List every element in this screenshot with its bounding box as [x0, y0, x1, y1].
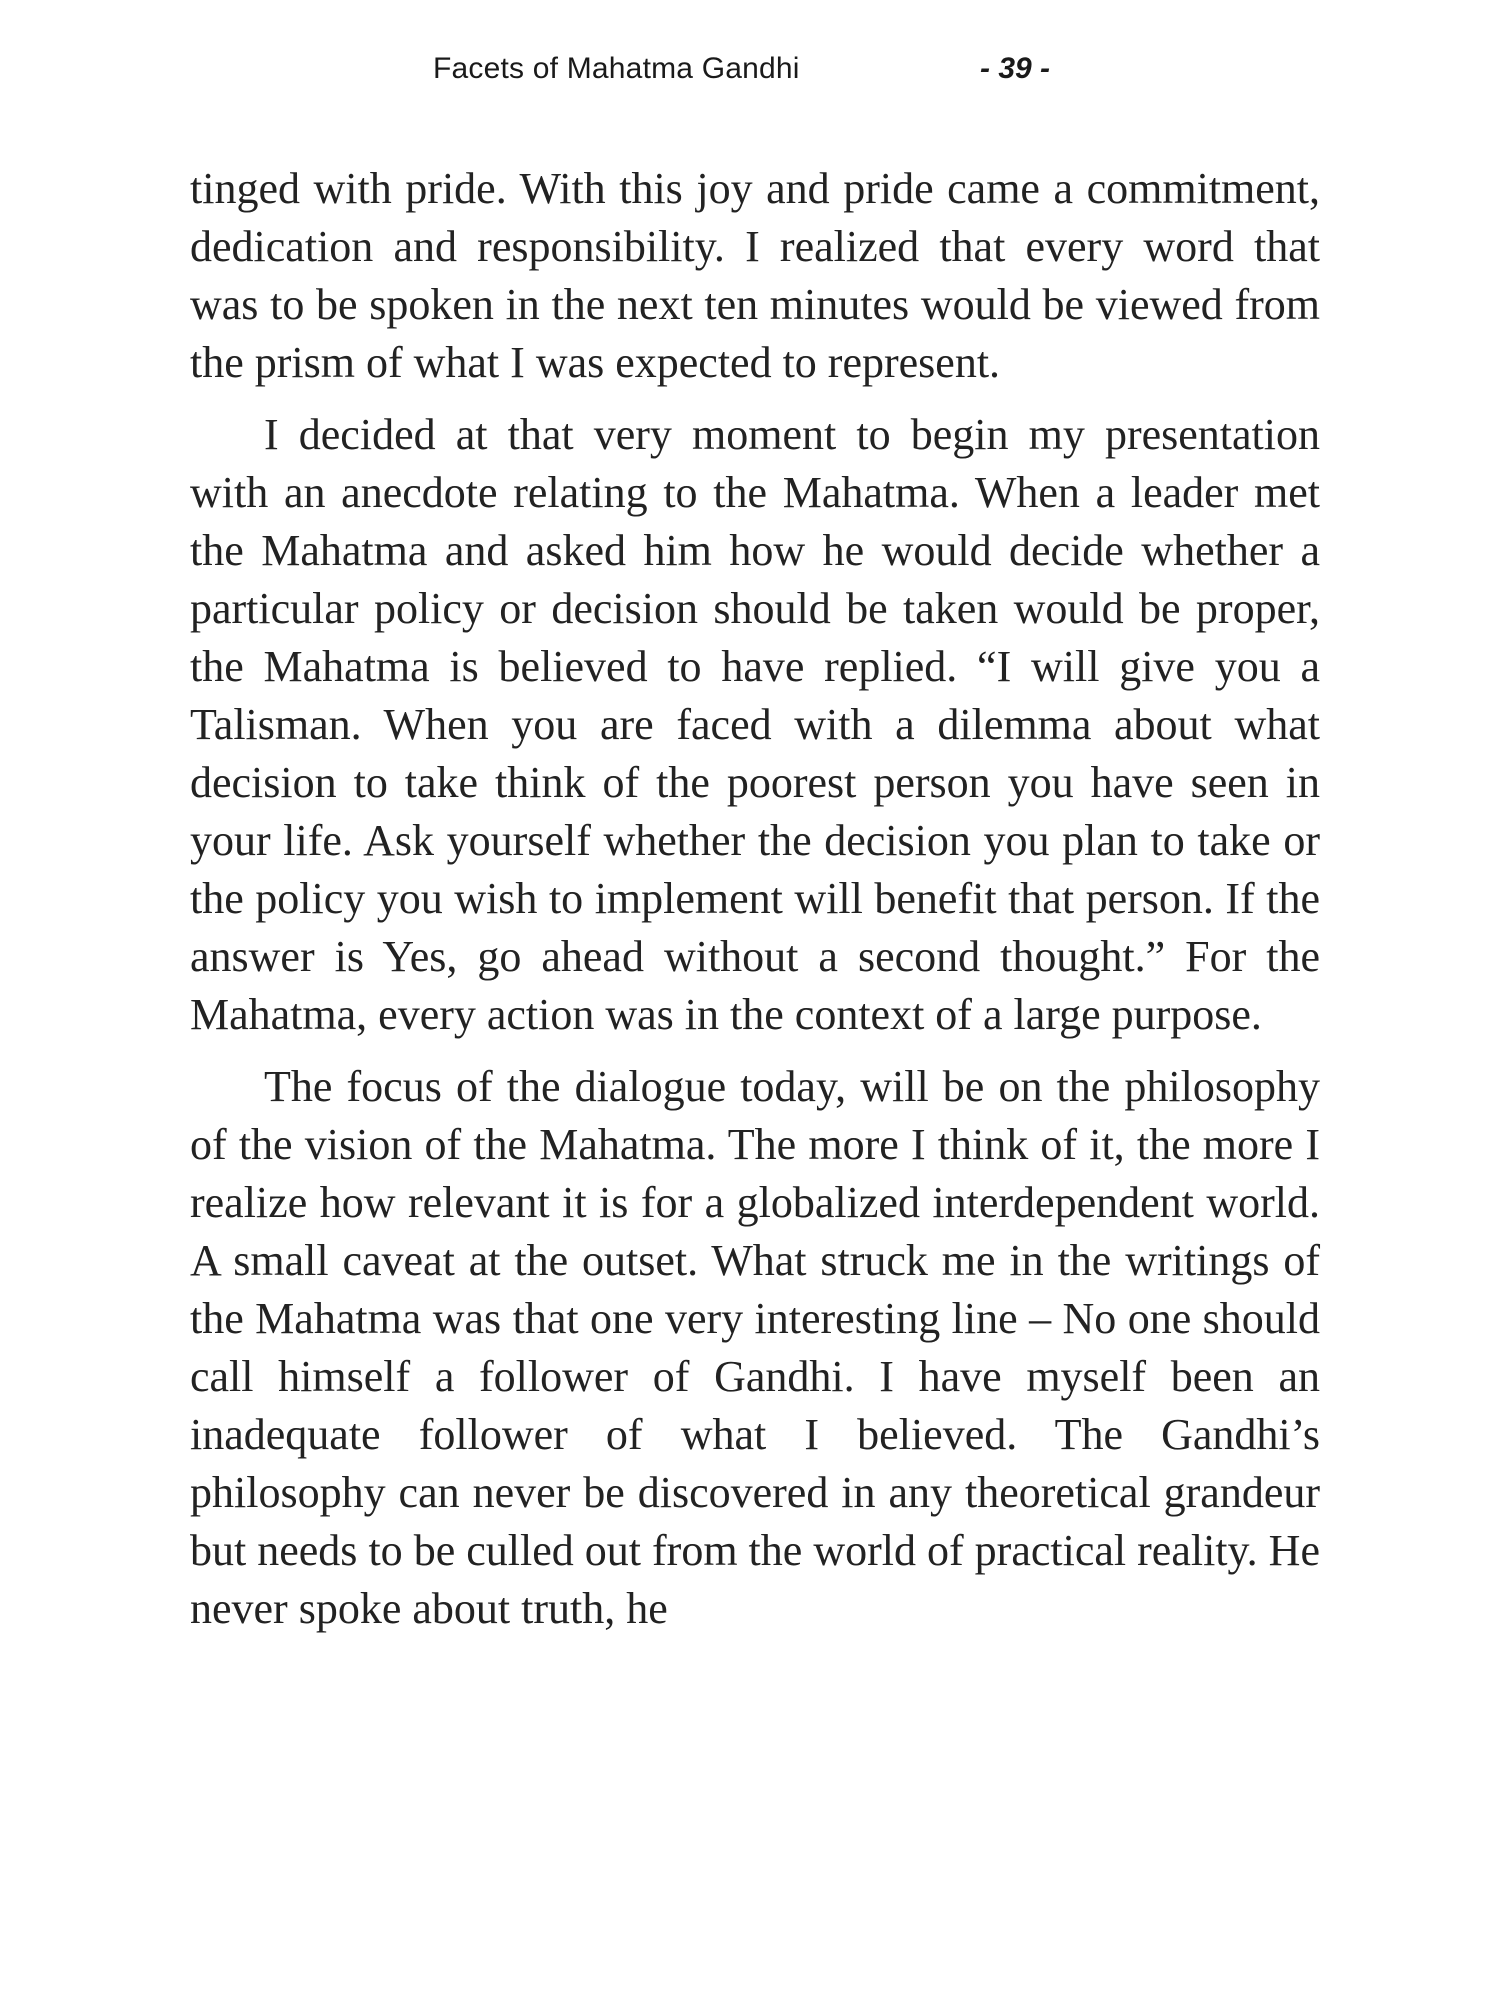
page-number: - 39 -: [980, 52, 1051, 85]
book-title: Facets of Mahatma Gandhi: [433, 52, 800, 85]
body-text: [190, 160, 1320, 1652]
paragraph-continuation: tinged with pride. With this joy and pride came a commitment, dedication and responsibility. I realized that every word that was to be spoken in the next ten minutes would be viewed from the prism of what I was expected to represent.: [190, 164, 1320, 387]
paragraph-talisman-anecdote: I decided at that very moment to begin my presentation with an anecdote relating to the Mahatma. When a leader met the Mahatma and asked him how he would decide whether a particular policy or decision should be taken would be proper, the Mahatma is believed to have replied. “I will give you a Talisman. When you are faced with a dilemma about what decision to take think of the poorest person you have seen in your life. Ask yourself whether the decision you plan to take or the policy you wish to implement will benefit that person. If the answer is Yes, go ahead without a second thought.” For the Mahatma, every action was in the context of a large purpose.: [190, 410, 1320, 1039]
running-header: [0, 52, 1500, 96]
paragraph-dialogue-focus: The focus of the dialogue today, will be on the philosophy of the vision of the Mahatma. The more I think of it, the more I realize how relevant it is for a globalized interdependent world. A small caveat at the outset. What struck me in the writings of the Mahatma was that one very interesting line – No one should call himself a follower of Gandhi. I have myself been an inadequate follower of what I believed. The Gandhi’s philosophy can never be discovered in any theoretical grandeur but needs to be culled out from the world of practical reality. He never spoke about truth, he: [190, 1062, 1320, 1633]
